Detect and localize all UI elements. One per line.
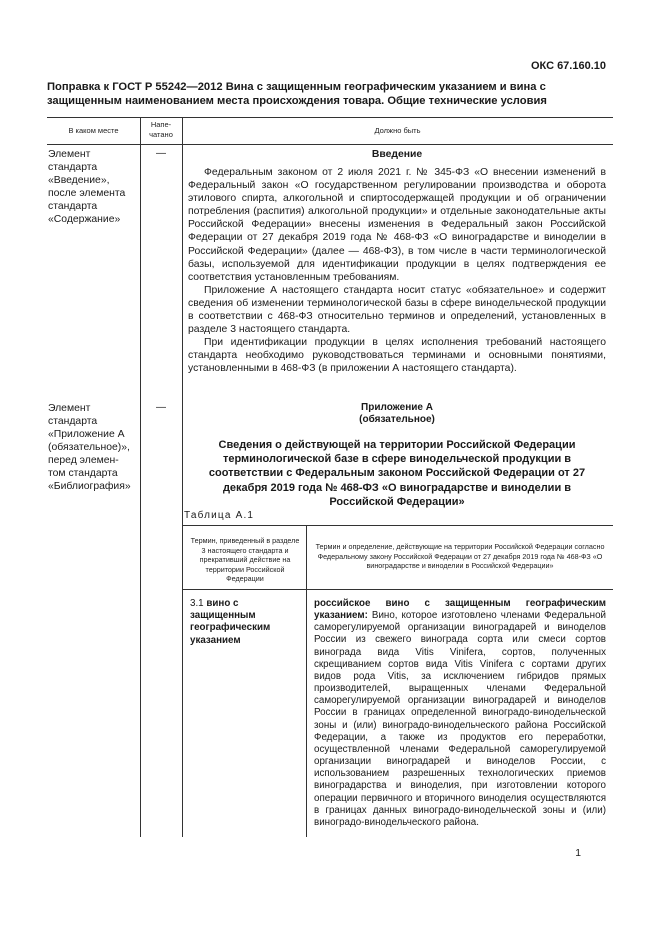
header-col-should-be: Должно быть bbox=[374, 126, 421, 135]
term-number: 3.1 bbox=[190, 598, 204, 609]
row1-printed: — bbox=[156, 148, 166, 159]
table-top-border bbox=[47, 117, 613, 118]
header-col-place: В каком месте bbox=[68, 126, 119, 135]
page-number: 1 bbox=[575, 848, 581, 859]
introduction-body bbox=[188, 166, 606, 376]
intro-paragraph-2: Приложение А настоящего стандарта носит статус «обязательное» и содержит сведения об изменении терминологической базы в сфере винодельческой продукции в соответствии с 468-ФЗ относительно терминов и определений, установленных в разделе 3 настоящего стандарта. bbox=[188, 284, 606, 336]
term-name: вино с защищенным географическим указанием bbox=[190, 598, 271, 646]
definition-text: Вино, которое изготовлено членами Федеральной саморегулируемой организации виноградарей и виноделов России из свежего винограда сорта или смеси сортов винограда вида Vitis Vinifera, сортов, полученных скрещиванием сортов вида Vitis Vinifera с сортами других видов рода Vitis, за исключением гибридов прямых производителей, выращенных членами Федеральной саморегулируемой организации виноградарей и виноделов России в границах определенной виноградо-винодельческой зоны и (или) виноградо-винодельческого района Российской Федерации, а также из продуктов его переработки, осуществленной членами Федеральной саморегулируемой организации виноградарей и виноделов России, с использованием разрешенных технологических приемов виноградарства и виноделия, при изготовлении которого операции первичного и вторичного виноделия осуществляются в границах данных виноградо-винодельческой зоны и (или) виноградо-винодельческого района. bbox=[314, 610, 606, 828]
table-col-divider-1 bbox=[140, 117, 141, 837]
row2-place: Элемент стандарта «Приложение А (обязательное)», перед элемен- том стандарта «Библиография» bbox=[48, 403, 131, 492]
appendix-status: (обязательное) bbox=[359, 414, 435, 425]
row1-place: Элемент стандарта «Введение», после элемента стандарта «Содержание» bbox=[48, 149, 126, 225]
oks-code: ОКС 67.160.10 bbox=[530, 60, 606, 72]
appendix-subject-title: Сведения о действующей на территории Российской Федерации терминологической базе в сфере винодельческой продукции в соответствии с Федеральным законом Российской Федерации от 27 декабря 2019 года № 468-ФЗ «О виноградарстве и виноделии в Российской Федерации» bbox=[208, 439, 586, 508]
inner-table-col-divider bbox=[306, 525, 307, 837]
document-title: Поправка к ГОСТ Р 55242—2012 Вина с защищенным географическим указанием и вина с защищенным наименованием места происхождения товара. Общие технические условия bbox=[47, 81, 547, 107]
row2-printed: — bbox=[156, 402, 166, 413]
inner-term-cell bbox=[190, 598, 302, 647]
definition-term: российское вино с защищенным географическим указанием: bbox=[314, 598, 606, 622]
inner-table-header-bottom bbox=[182, 589, 613, 590]
inner-header-old-term: Термин, приведенный в разделе 3 настоящего стандарта и прекративший действие на территории Российской Федерации bbox=[190, 536, 300, 584]
inner-header-new-term: Термин и определение, действующие на территории Российской Федерации согласно Федеральному закону Российской Федерации от 27 декабря 2019 года № 468-ФЗ «О виноградарстве и виноделии в Российской Федерации» bbox=[315, 542, 605, 571]
inner-definition-cell bbox=[314, 598, 606, 829]
header-col-printed: Напе- чатано bbox=[149, 120, 173, 139]
table-col-divider-2 bbox=[182, 117, 183, 837]
table-header-border bbox=[47, 144, 613, 145]
intro-paragraph-1: Федеральным законом от 2 июля 2021 г. № 345-ФЗ «О внесении изменений в Федеральный закон «О государственном регулировании производства и оборота этилового спирта, алкогольной и спиртосодержащей продукции и об ограничении потребления (распития) алкогольной продукции» и отдельные законодательные акты Российской Федерации» внесены изменения в Федеральный закон Российской Федерации от 27 декабря 2019 года № 468-ФЗ «О виноградарстве и виноделии в Российской Федерации» (далее — 468-ФЗ), в том числе в части терминологической базы, используемой для идентификации продукции в целях подтверждения ее соответствия установленным требованиям. bbox=[188, 167, 606, 283]
introduction-heading: Введение bbox=[371, 149, 423, 160]
inner-table-top bbox=[182, 525, 613, 526]
table-label: Таблица А.1 bbox=[184, 510, 255, 521]
appendix-title: Приложение А bbox=[361, 402, 433, 413]
intro-paragraph-3: При идентификации продукции в целях исполнения требований настоящего стандарта необходимо руководствоваться терминами и основными понятиями, установленными в 468-ФЗ (в приложении А настоящего стандарта). bbox=[188, 337, 606, 375]
